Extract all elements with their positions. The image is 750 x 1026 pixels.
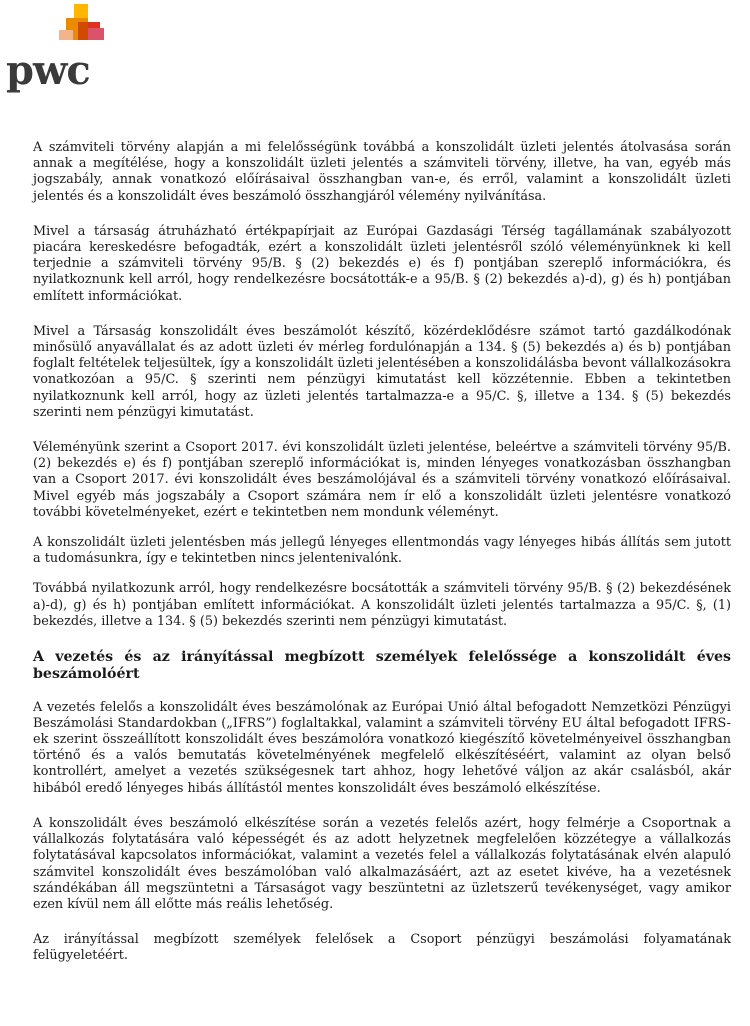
- paragraph-non-financial: Mivel a Társaság konszolidált éves beszámolót készítő, közérdeklődésre számot tartó gazdálkodónak minősülő anyavállalat és az adott üzleti év mérleg fordulónapján a 134. § (5) bekezdés a) és b) pontjában foglalt feltételek teljesültek, így a konszolidált üzleti jelentésében a konszolidálásba bevont vállalkozásokra vonatkozóan a 95/C. § szerinti nem pénzügyi kimutatást kell közzétennie. Ebben a tekintetben nyilatkoznunk kell arról, hogy az üzleti jelentés tartalmazza-e a 95/C. §, illetve a 134. § (5) bekezdés szerinti nem pénzügyi kimutatást.: [33, 323, 731, 420]
- pwc-logo: [4, 4, 114, 94]
- logo-block-tan: [59, 30, 73, 40]
- paragraph-eea-securities: Mivel a társaság átruházható értékpapírjait az Európai Gazdasági Térség tagállamának szabályozott piacára kereskedésre befogadták, ezért a konszolidált üzleti jelentésről szóló véleményünknek ki kell terjednie a számviteli törvény 95/B. § (2) bekezdés e) és f) pontjában szereplő információkra, és nyilatkoznunk kell arról, hogy rendelkezésre bocsátották-e a 95/B. § (2) bekezdés a)-d), g) és h) pontjában említett információkat.: [33, 223, 731, 304]
- paragraph-declaration: Továbbá nyilatkozunk arról, hogy rendelkezésre bocsátották a számviteli törvény 95/B. § (2) bekezdésének a)-d), g) és h) pontjában említett információkat. A konszolidált üzleti jelentés tartalmazza a 95/C. §, (1) bekezdés, illetve a 134. § (5) bekezdés szerinti nem pénzügyi kimutatást.: [33, 581, 731, 629]
- paragraph-no-misstatement: A konszolidált üzleti jelentésben más jellegű lényeges ellentmondás vagy lényeges hibás állítás sem jutott a tudomásunkra, így e tekintetben nincs jelentenivalónk.: [33, 535, 731, 567]
- logo-block-pink: [88, 28, 104, 40]
- report-body: [33, 140, 731, 984]
- logo-block-orange-dark: [78, 22, 88, 40]
- paragraph-governance: Az irányítással megbízott személyek felelősek a Csoport pénzügyi beszámolási folyamatának felügyeletéért.: [33, 932, 731, 964]
- logo-wordmark: pwc: [6, 47, 90, 94]
- paragraph-management-ifrs: A vezetés felelős a konszolidált éves beszámolónak az Európai Unió által befogadott Nemzetközi Pénzügyi Beszámolási Standardokban („IFRS”) foglaltakkal, valamint a számviteli törvény EU által befogadott IFRS-ek szerint összeállított konszolidált éves beszámolóra vonatkozó kiegészítő követelményeivel összhangban történő és a valós bemutatás követelményének megfelelő elkészítéséért, valamint az olyan belső kontrollért, amelyet a vezetés szükségesnek tart ahhoz, hogy lehetővé váljon az akár csalásból, akár hibából eredő lényeges hibás állítástól mentes konszolidált éves beszámoló elkészítése.: [33, 699, 731, 796]
- section-heading: A vezetés és az irányítással megbízott személyek felelőssége a konszolidált éves beszámolóért: [33, 649, 731, 682]
- paragraph-opinion: Véleményünk szerint a Csoport 2017. évi konszolidált üzleti jelentése, beleértve a számviteli törvény 95/B. (2) bekezdés e) és f) pontjában szereplő információkat is, minden lényeges vonatkozásban összhangban van a Csoport 2017. évi konszolidált éves beszámolójával és a számviteli törvény vonatkozó előírásaival. Mivel egyéb más jogszabály a Csoport számára nem ír elő a konszolidált üzleti jelentésre vonatkozó további követelményeket, ezért e tekintetben nem mondunk véleményt.: [33, 440, 731, 520]
- pwc-logo-mark: [4, 4, 114, 94]
- paragraph-responsibility: A számviteli törvény alapján a mi felelősségünk továbbá a konszolidált üzleti jelentés átolvasása során annak a megítélése, hogy a konszolidált üzleti jelentés a számviteli törvény, illetve, ha van, egyéb más jogszabály, annak vonatkozó előírásaival összhangban van-e, és erről, valamint a konszolidált üzleti jelentés és a konszolidált éves beszámoló összhangjáról vélemény nyilvánítása.: [33, 140, 731, 204]
- paragraph-going-concern: A konszolidált éves beszámoló elkészítése során a vezetés felelős azért, hogy felmérje a Csoportnak a vállalkozás folytatására való képességét és az adott helyzetnek megfelelően közzétegye a vállalkozás folytatásával kapcsolatos információkat, valamint a vezetés felel a vállalkozás folytatásának elvén alapuló számvitel konszolidált éves beszámolóban való alkalmazásáért, azt az esetet kivéve, ha a vezetésnek szándékában áll megszüntetni a Társaságot vagy beszüntetni az üzletszerű tevékenységet, vagy amikor ezen kívül nem áll előtte más reális lehetőség.: [33, 815, 731, 912]
